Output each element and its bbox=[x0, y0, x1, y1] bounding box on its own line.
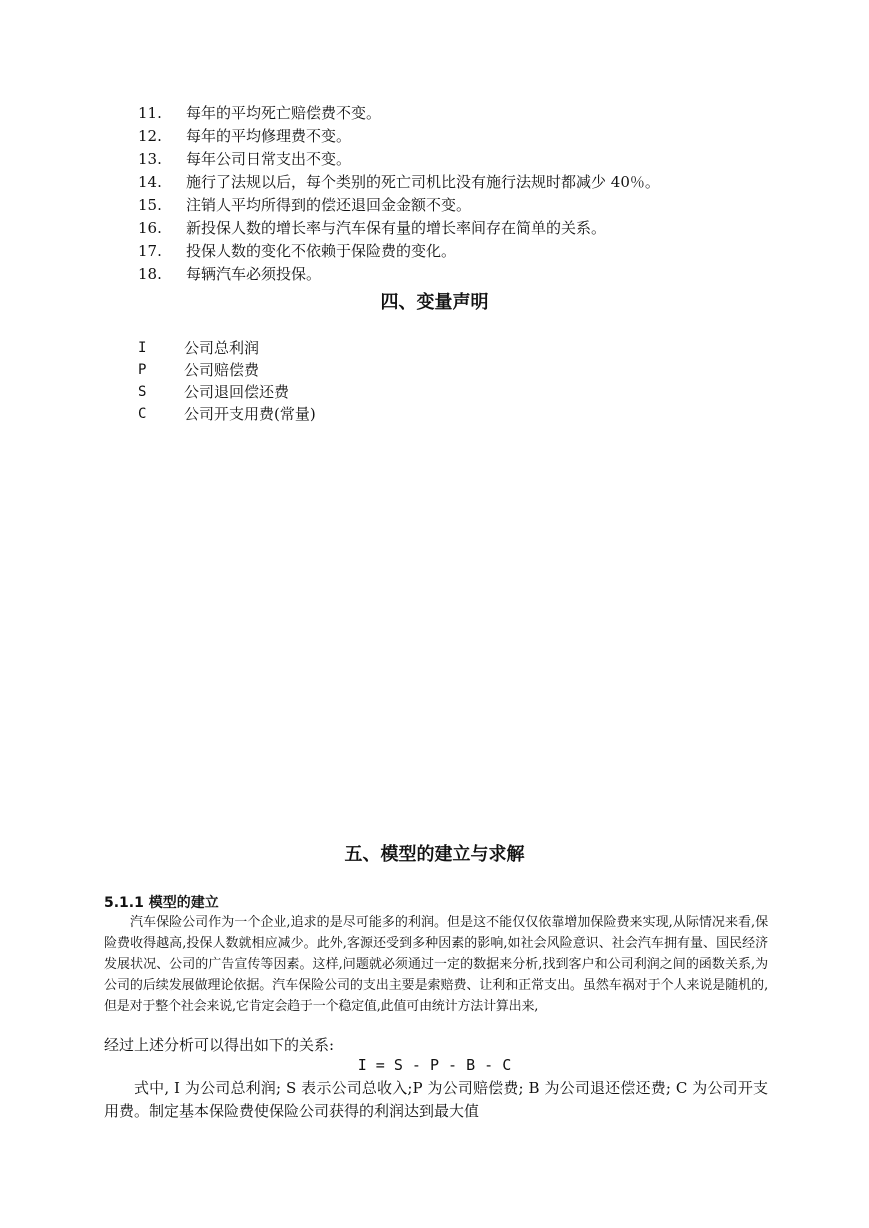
item-number: 17. bbox=[138, 242, 162, 260]
item-text: 施行了法规以后，每个类别的死亡司机比没有施行法规时都减少 40％。 bbox=[186, 173, 660, 191]
formula: I = S - P - B - C bbox=[357, 1056, 512, 1074]
list-item bbox=[138, 171, 778, 194]
list-item bbox=[138, 125, 778, 148]
item-text: 每年的平均修理费不变。 bbox=[186, 127, 352, 145]
list-item bbox=[138, 148, 778, 171]
list-item bbox=[138, 240, 778, 263]
item-text: 投保人数的变化不依赖于保险费的变化。 bbox=[186, 242, 457, 260]
variable-row bbox=[138, 337, 316, 359]
subsection-heading: 5.1.1 模型的建立 bbox=[104, 895, 219, 911]
body-paragraph: 汽车保险公司作为一个企业,追求的是尽可能多的利润。但是这不能仅仅依靠增加保险费来实现,从际情况来看,保险费收得越高,投保人数就相应减少。此外,客源还受到多种因素的影响,如社会风险意识、社会汽车拥有量、国民经济发展状况、公司的广告宣传等因素。这样,问题就必须通过一定的数据来分析,找到客户和公司利润之间的函数关系,为公司的后续发展做理论依据。汽车保险公司的支出主要是索赔费、让利和正常支出。虽然车祸对于个人来说是随机的,但是对于整个社会来说,它肯定会趋于一个稳定值,此值可由统计方法计算出来, bbox=[104, 915, 768, 1014]
item-text: 新投保人数的增长率与汽车保有量的增长率间存在简单的关系。 bbox=[186, 219, 607, 237]
list-item bbox=[138, 194, 778, 217]
item-text: 每年公司日常支出不变。 bbox=[186, 150, 352, 168]
variables-list bbox=[138, 337, 316, 425]
variable-desc: 公司退回偿还费 bbox=[184, 383, 290, 401]
item-number: 13. bbox=[138, 150, 162, 168]
variable-symbol: I bbox=[138, 340, 147, 356]
variable-row bbox=[138, 403, 316, 425]
variable-row bbox=[138, 359, 316, 381]
variable-symbol: S bbox=[138, 384, 147, 400]
item-number: 11. bbox=[138, 104, 162, 122]
section-heading-variables: 四、变量声明 bbox=[380, 292, 489, 313]
item-number: 14. bbox=[138, 173, 162, 191]
item-number: 12. bbox=[138, 127, 162, 145]
variable-symbol: P bbox=[138, 362, 147, 378]
item-text: 注销人平均所得到的偿还退回金金额不变。 bbox=[186, 196, 472, 214]
assumptions-list bbox=[138, 102, 778, 286]
section-heading-model: 五、模型的建立与求解 bbox=[344, 844, 525, 865]
formula-explanation: 式中, I 为公司总利润; S 表示公司总收入;P 为公司赔偿费; B 为公司退还偿还费; C 为公司开支用费。制定基本保险费使保险公司获得的利润达到最大值 bbox=[104, 1079, 768, 1120]
variable-row bbox=[138, 381, 316, 403]
lead-sentence: 经过上述分析可以得出如下的关系: bbox=[104, 1036, 335, 1054]
list-item bbox=[138, 102, 778, 125]
variable-desc: 公司赔偿费 bbox=[184, 361, 260, 379]
item-number: 15. bbox=[138, 196, 162, 214]
list-item bbox=[138, 263, 778, 286]
list-item bbox=[138, 217, 778, 240]
item-number: 16. bbox=[138, 219, 162, 237]
variable-desc: 公司总利润 bbox=[184, 339, 260, 357]
variable-desc: 公司开支用费(常量) bbox=[184, 405, 316, 423]
item-number: 18. bbox=[138, 265, 162, 283]
item-text: 每辆汽车必须投保。 bbox=[186, 265, 322, 283]
item-text: 每年的平均死亡赔偿费不变。 bbox=[186, 104, 382, 122]
variable-symbol: C bbox=[138, 406, 147, 422]
